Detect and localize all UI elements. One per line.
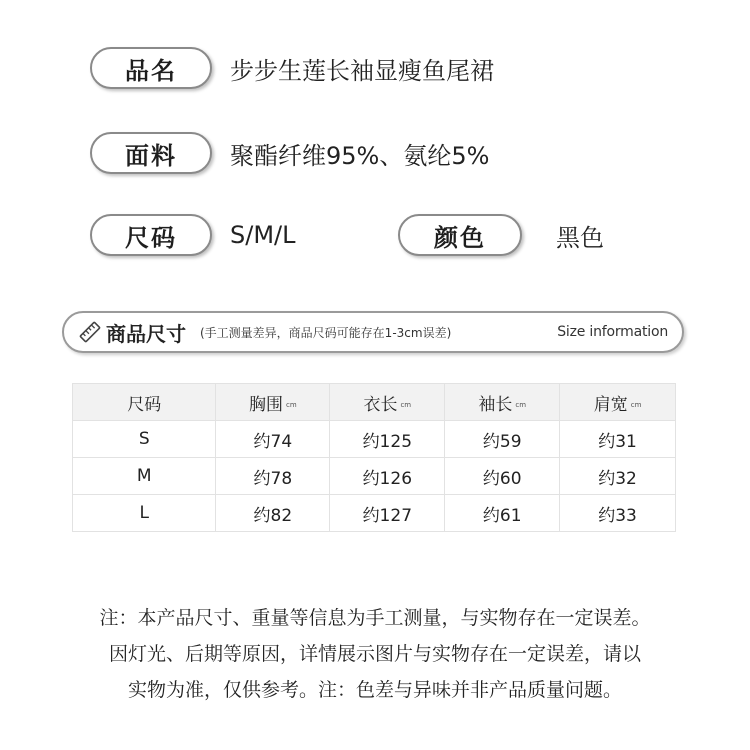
- table-cell: 约82: [216, 495, 330, 532]
- table-header-row: [73, 384, 676, 421]
- header-size: 尺码: [73, 384, 216, 421]
- table-cell: 约60: [445, 458, 560, 495]
- table-cell: 约61: [445, 495, 560, 532]
- footnote-line-2: 因灯光、后期等原因，详情展示图片与实物存在一定误差，请以: [108, 643, 641, 665]
- unit-label: cm: [400, 400, 412, 409]
- banner-note: (手工测量差异，商品尺码可能存在1-3cm误差): [200, 325, 452, 340]
- table-row: [73, 421, 676, 458]
- fabric-value: 聚酯纤维95%、氨纶5%: [230, 141, 490, 170]
- ruler-icon: [78, 320, 102, 344]
- color-value: 黑色: [556, 223, 604, 252]
- banner-title: 商品尺寸: [106, 321, 186, 346]
- table-cell: 约59: [445, 421, 560, 458]
- footnote-line-3: 实物为准，仅供参考。注：色差与异味并非产品质量问题。: [127, 679, 622, 701]
- size-label: 尺码: [90, 214, 212, 256]
- banner-english-title: Size information: [557, 324, 668, 340]
- header-sleeve: 袖长 cm: [445, 384, 560, 421]
- size-row: [90, 214, 295, 256]
- unit-label: cm: [630, 400, 642, 409]
- color-label: 颜色: [398, 214, 522, 256]
- table-cell: 约31: [560, 421, 676, 458]
- table-cell: 约126: [330, 458, 445, 495]
- product-name-row: [90, 47, 494, 89]
- unit-label: cm: [286, 400, 297, 409]
- table-row: [73, 458, 676, 495]
- header-shoulder: 肩宽 cm: [560, 384, 676, 421]
- color-row: [398, 214, 604, 256]
- table-row: [73, 495, 676, 532]
- table-cell: 约125: [330, 421, 445, 458]
- footnote-line-1: 注：本产品尺寸、重量等信息为手工测量，与实物存在一定误差。: [99, 607, 651, 629]
- size-value: S/M/L: [230, 221, 296, 249]
- table-cell: S: [73, 421, 216, 458]
- product-name-label: 品名: [90, 47, 212, 89]
- header-length: 衣长 cm: [330, 384, 445, 421]
- table-cell: 约32: [560, 458, 676, 495]
- table-cell: 约74: [216, 421, 330, 458]
- footnote: [40, 600, 710, 708]
- size-table: [72, 383, 676, 532]
- table-cell: 约127: [330, 495, 445, 532]
- table-cell: L: [73, 495, 216, 532]
- fabric-row: [90, 132, 489, 174]
- header-bust: 胸围 cm: [216, 384, 330, 421]
- size-info-banner: [62, 311, 684, 353]
- table-cell: M: [73, 458, 216, 495]
- table-cell: 约33: [560, 495, 676, 532]
- table-cell: 约78: [216, 458, 330, 495]
- fabric-label: 面料: [90, 132, 212, 174]
- product-name-value: 步步生莲长袖显瘦鱼尾裙: [230, 56, 494, 85]
- unit-label: cm: [515, 400, 527, 409]
